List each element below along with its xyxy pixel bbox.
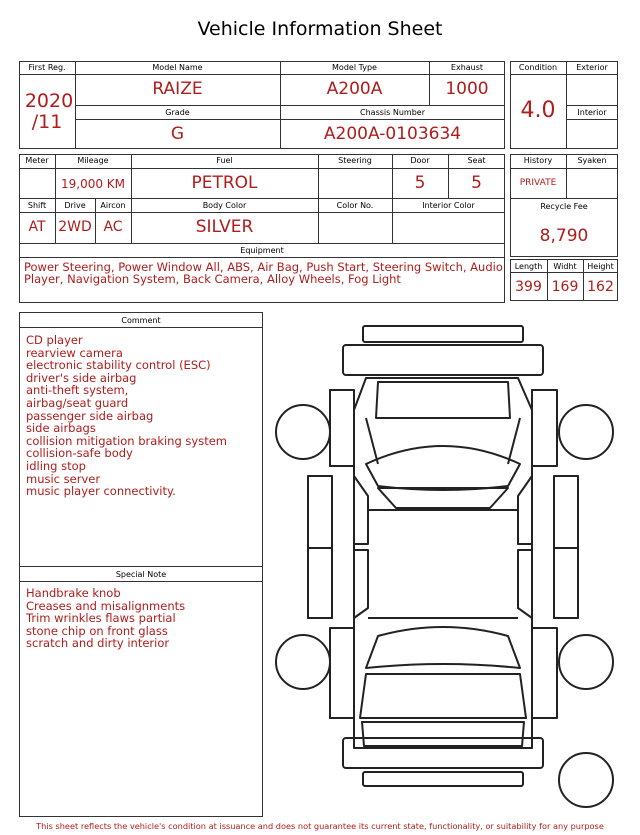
comment-line: collision-safe body (26, 446, 133, 461)
comment-label: Comment (121, 316, 161, 325)
footer-disclaimer: This sheet reflects the vehicle's condition at issuance and does not guarantee its current state, functionality, or suitability for any purpose (36, 821, 604, 831)
seat-label: Seat (467, 156, 486, 165)
comment-line: anti-theft system, (26, 383, 129, 398)
door-rear-right (554, 548, 578, 618)
recycle-fee-label: Recycle Fee (540, 202, 588, 211)
chassis-number-label: Chassis Number (360, 108, 425, 117)
cabin-outline (368, 510, 518, 618)
syaken-label: Syaken (577, 156, 607, 165)
drive-label: Drive (64, 201, 86, 210)
steering-label: Steering (338, 156, 372, 165)
sheet-title: Vehicle Information Sheet (197, 18, 443, 40)
length-label: Length (514, 262, 543, 271)
window-front-right (518, 476, 532, 544)
special-note-line: stone chip on front glass (26, 623, 168, 638)
recycle-fee-value: 8,790 (539, 226, 589, 246)
exhaust-value: 1000 (445, 79, 489, 99)
model-name-label: Model Name (152, 63, 203, 72)
width-label: Widht (553, 262, 577, 271)
drive-value: 2WD (58, 219, 92, 235)
mileage-label: Mileage (77, 156, 109, 165)
exterior-label: Exterior (576, 63, 608, 72)
door-value: 5 (414, 173, 426, 193)
comment-list (26, 334, 260, 498)
model-type-value: A200A (326, 79, 383, 99)
condition-label: Condition (518, 63, 558, 72)
equipment-line-1: Power Steering, Power Window All, ABS, Air Bag, Push Start, Steering Switch, Audio (24, 260, 503, 274)
condition-score: 4.0 (520, 98, 556, 123)
first-reg-label: First Reg. (28, 63, 66, 72)
comment-line: side airbags (26, 421, 96, 436)
a-pillar-left (366, 418, 520, 464)
door-label: Door (410, 156, 430, 165)
wheel-front-left (276, 405, 330, 459)
first-reg-year: 2020 (24, 90, 74, 112)
comment-line: CD player (26, 333, 83, 347)
comment-line: music player connectivity. (26, 484, 176, 499)
aircon-label: Aircon (100, 201, 126, 210)
width-value: 169 (551, 279, 579, 295)
door-front-right (554, 476, 578, 548)
tailgate (360, 674, 526, 718)
windshield (366, 446, 520, 490)
rear-panel (362, 722, 524, 746)
model-name-value: RAIZE (152, 79, 203, 99)
shift-value: AT (28, 219, 46, 235)
history-label: History (523, 156, 553, 165)
rear-window (366, 627, 520, 668)
spare-wheel (559, 753, 613, 807)
chassis-number-value: A200A-0103634 (323, 124, 462, 144)
grade-value: G (170, 124, 185, 144)
comment-line: airbag/seat guard (26, 395, 129, 410)
fender-rear-right (532, 628, 557, 718)
car-diagram-icon (270, 318, 620, 818)
fuel-value: PETROL (191, 173, 258, 193)
first-reg-month: /11 (31, 111, 63, 133)
front-bumper-lower (343, 345, 543, 375)
comment-line: collision mitigation braking system (26, 433, 227, 448)
front-bumper-upper (363, 326, 523, 342)
fender-front-left (330, 390, 354, 466)
rear-bumper-upper (343, 738, 543, 768)
interior-label: Interior (577, 108, 607, 117)
meter-label: Meter (25, 156, 49, 165)
special-note-line: Handbrake knob (26, 586, 121, 600)
window-rear-right (518, 550, 532, 618)
seat-value: 5 (471, 173, 482, 193)
door-rear-left (308, 548, 332, 618)
wheel-rear-left (276, 635, 330, 689)
length-value: 399 (515, 279, 542, 295)
model-type-label: Model Type (332, 63, 377, 72)
history-value: PRIVATE (519, 178, 557, 188)
body-color-value: SILVER (195, 217, 254, 237)
equipment-line-2: Player, Navigation System, Back Camera, Alloy Wheels, Fog Light (24, 272, 401, 286)
rear-bumper-lower (363, 772, 523, 786)
interior-color-label: Interior Color (422, 201, 475, 210)
fender-front-right (532, 390, 557, 466)
height-value: 162 (587, 279, 614, 295)
height-label: Height (587, 262, 614, 271)
window-front-left (354, 476, 368, 544)
grade-label: Grade (165, 108, 190, 117)
aircon-value: AC (103, 219, 123, 235)
special-note-line: Creases and misalignments (26, 598, 186, 613)
equipment-label: Equipment (240, 246, 284, 255)
special-note-label: Special Note (115, 570, 167, 579)
fuel-label: Fuel (216, 156, 233, 165)
mileage-value: 19,000 KM (60, 177, 126, 191)
color-no-label: Color No. (336, 201, 374, 210)
hood (376, 382, 510, 418)
window-rear-left (354, 550, 368, 618)
special-note-line: Trim wrinkles flaws partial (26, 611, 176, 626)
comment-line: passenger side airbag (26, 408, 154, 423)
wheel-rear-right (559, 635, 613, 689)
comment-line: idling stop (26, 458, 86, 473)
comment-line: rearview camera (26, 345, 123, 360)
wheel-front-right (559, 405, 613, 459)
fender-rear-left (330, 628, 354, 718)
special-note-list (26, 587, 260, 650)
shift-label: Shift (27, 201, 47, 210)
comment-line: electronic stability control (ESC) (26, 358, 211, 373)
exhaust-label: Exhaust (450, 63, 484, 72)
special-note-line: scratch and dirty interior (26, 636, 170, 651)
body-outline (354, 378, 532, 748)
comment-line: driver's side airbag (26, 370, 137, 385)
comment-line: music server (26, 471, 101, 486)
door-front-left (308, 476, 332, 548)
body-color-label: Body Color (202, 201, 247, 210)
